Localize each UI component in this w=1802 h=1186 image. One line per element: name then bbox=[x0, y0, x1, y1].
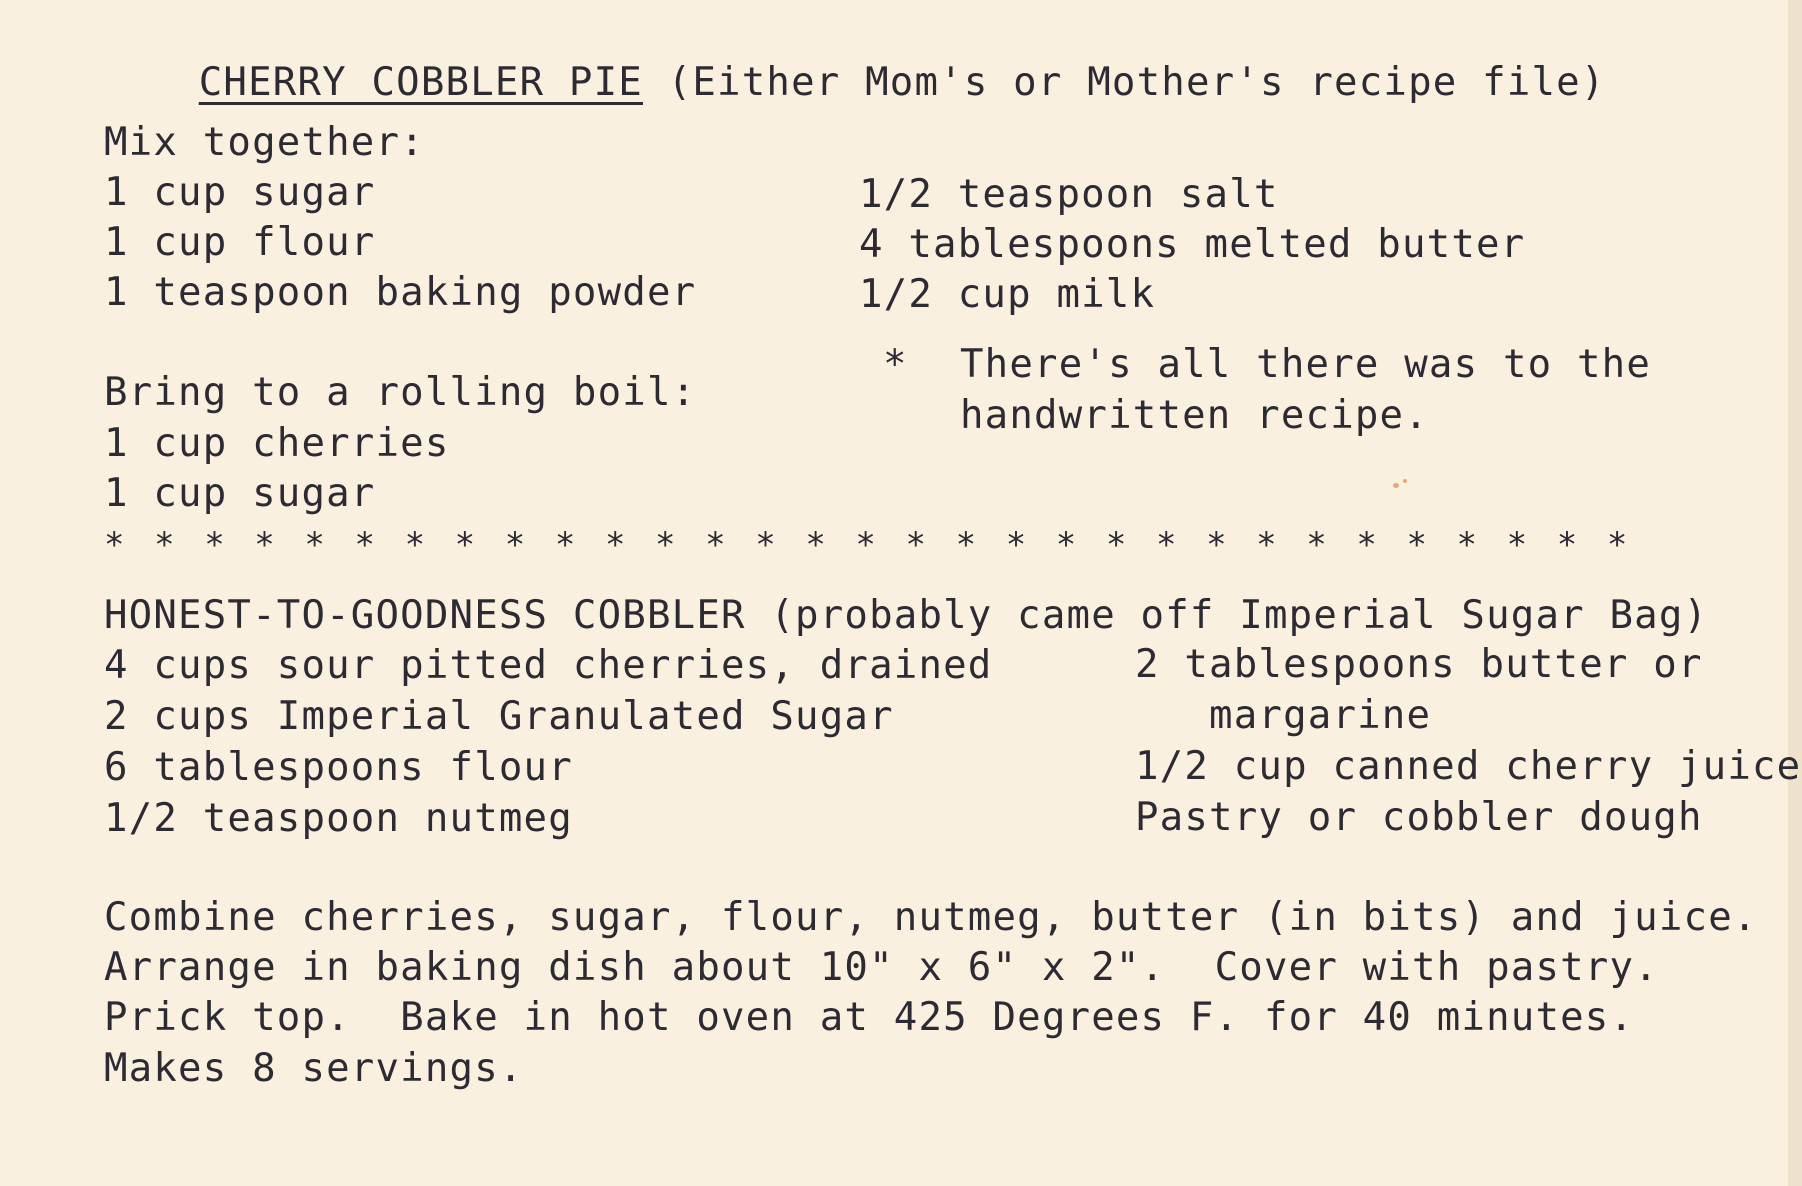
directions-line: Arrange in baking dish about 10" x 6" x 2". Cover with pastry. bbox=[104, 945, 1659, 990]
note-line: There's all there was to the bbox=[960, 342, 1652, 387]
divider-star: * bbox=[955, 525, 978, 565]
divider-star: * bbox=[604, 525, 627, 565]
divider-star: * bbox=[855, 525, 878, 565]
mix-item: 1 cup flour bbox=[104, 220, 376, 265]
ingredient-item: 4 cups sour pitted cherries, drained bbox=[104, 643, 993, 688]
mix-item: 1 cup sugar bbox=[104, 170, 376, 215]
divider-star: * bbox=[1206, 525, 1228, 565]
divider-star: * bbox=[755, 525, 777, 565]
divider-star: * bbox=[1005, 525, 1028, 565]
mix-heading: Mix together: bbox=[104, 120, 425, 165]
divider-star: * bbox=[204, 525, 226, 565]
directions-line: Combine cherries, sugar, flour, nutmeg, butter (in bits) and juice. bbox=[104, 895, 1758, 940]
divider-star: * bbox=[1506, 525, 1529, 565]
mix-item: 1/2 cup milk bbox=[859, 272, 1156, 317]
divider-star: * bbox=[454, 525, 477, 565]
divider-star: * bbox=[1406, 525, 1429, 565]
mix-item: 1 teaspoon baking powder bbox=[104, 270, 697, 315]
ingredient-item: margarine bbox=[1135, 693, 1432, 738]
directions-line: Makes 8 servings. bbox=[104, 1046, 524, 1091]
mix-item: 1/2 teaspoon salt bbox=[859, 172, 1279, 217]
divider-star: * bbox=[1356, 525, 1379, 565]
paper-speck bbox=[1403, 479, 1407, 483]
divider-star: * bbox=[1055, 525, 1078, 565]
recipe1-title: CHERRY COBBLER PIE bbox=[198, 60, 643, 105]
divider-star: * bbox=[905, 525, 928, 565]
divider-star: * bbox=[154, 525, 176, 565]
divider-star: * bbox=[554, 525, 577, 565]
divider-star: * bbox=[705, 525, 727, 565]
recipe1-title-note: (Either Mom's or Mother's recipe file) bbox=[642, 60, 1606, 105]
divider-star: * bbox=[1556, 525, 1579, 565]
ingredient-item: 2 cups Imperial Granulated Sugar bbox=[104, 694, 894, 739]
divider-star: * bbox=[1306, 525, 1328, 565]
boil-item: 1 cup cherries bbox=[104, 421, 450, 466]
note-star: * bbox=[883, 342, 908, 387]
divider-star: * bbox=[1606, 525, 1629, 565]
note-line: handwritten recipe. bbox=[960, 393, 1429, 438]
ingredient-item: 2 tablespoons butter or bbox=[1135, 642, 1703, 687]
directions-line: Prick top. Bake in hot oven at 425 Degrees F. for 40 minutes. bbox=[104, 995, 1635, 1040]
mix-item: 4 tablespoons melted butter bbox=[859, 222, 1526, 267]
star-divider bbox=[104, 525, 1657, 565]
divider-star: * bbox=[254, 525, 276, 565]
ingredient-item: 1/2 teaspoon nutmeg bbox=[104, 796, 573, 841]
divider-star: * bbox=[504, 525, 527, 565]
ingredient-item: 1/2 cup canned cherry juice bbox=[1135, 744, 1802, 789]
ingredient-item: 6 tablespoons flour bbox=[104, 745, 573, 790]
boil-item: 1 cup sugar bbox=[104, 471, 376, 516]
ingredient-item: Pastry or cobbler dough bbox=[1135, 795, 1703, 840]
divider-star: * bbox=[1256, 525, 1278, 565]
divider-star: * bbox=[404, 525, 427, 565]
divider-star: * bbox=[354, 525, 377, 565]
recipe2-title: HONEST-TO-GOODNESS COBBLER (probably came off Imperial Sugar Bag) bbox=[104, 593, 1709, 638]
divider-star: * bbox=[1155, 525, 1178, 565]
divider-star: * bbox=[104, 525, 126, 565]
divider-star: * bbox=[1456, 525, 1479, 565]
boil-heading: Bring to a rolling boil: bbox=[104, 370, 697, 415]
paper-speck bbox=[1393, 483, 1399, 488]
divider-star: * bbox=[805, 525, 827, 565]
divider-star: * bbox=[1105, 525, 1128, 565]
divider-star: * bbox=[304, 525, 327, 565]
divider-star: * bbox=[655, 525, 677, 565]
